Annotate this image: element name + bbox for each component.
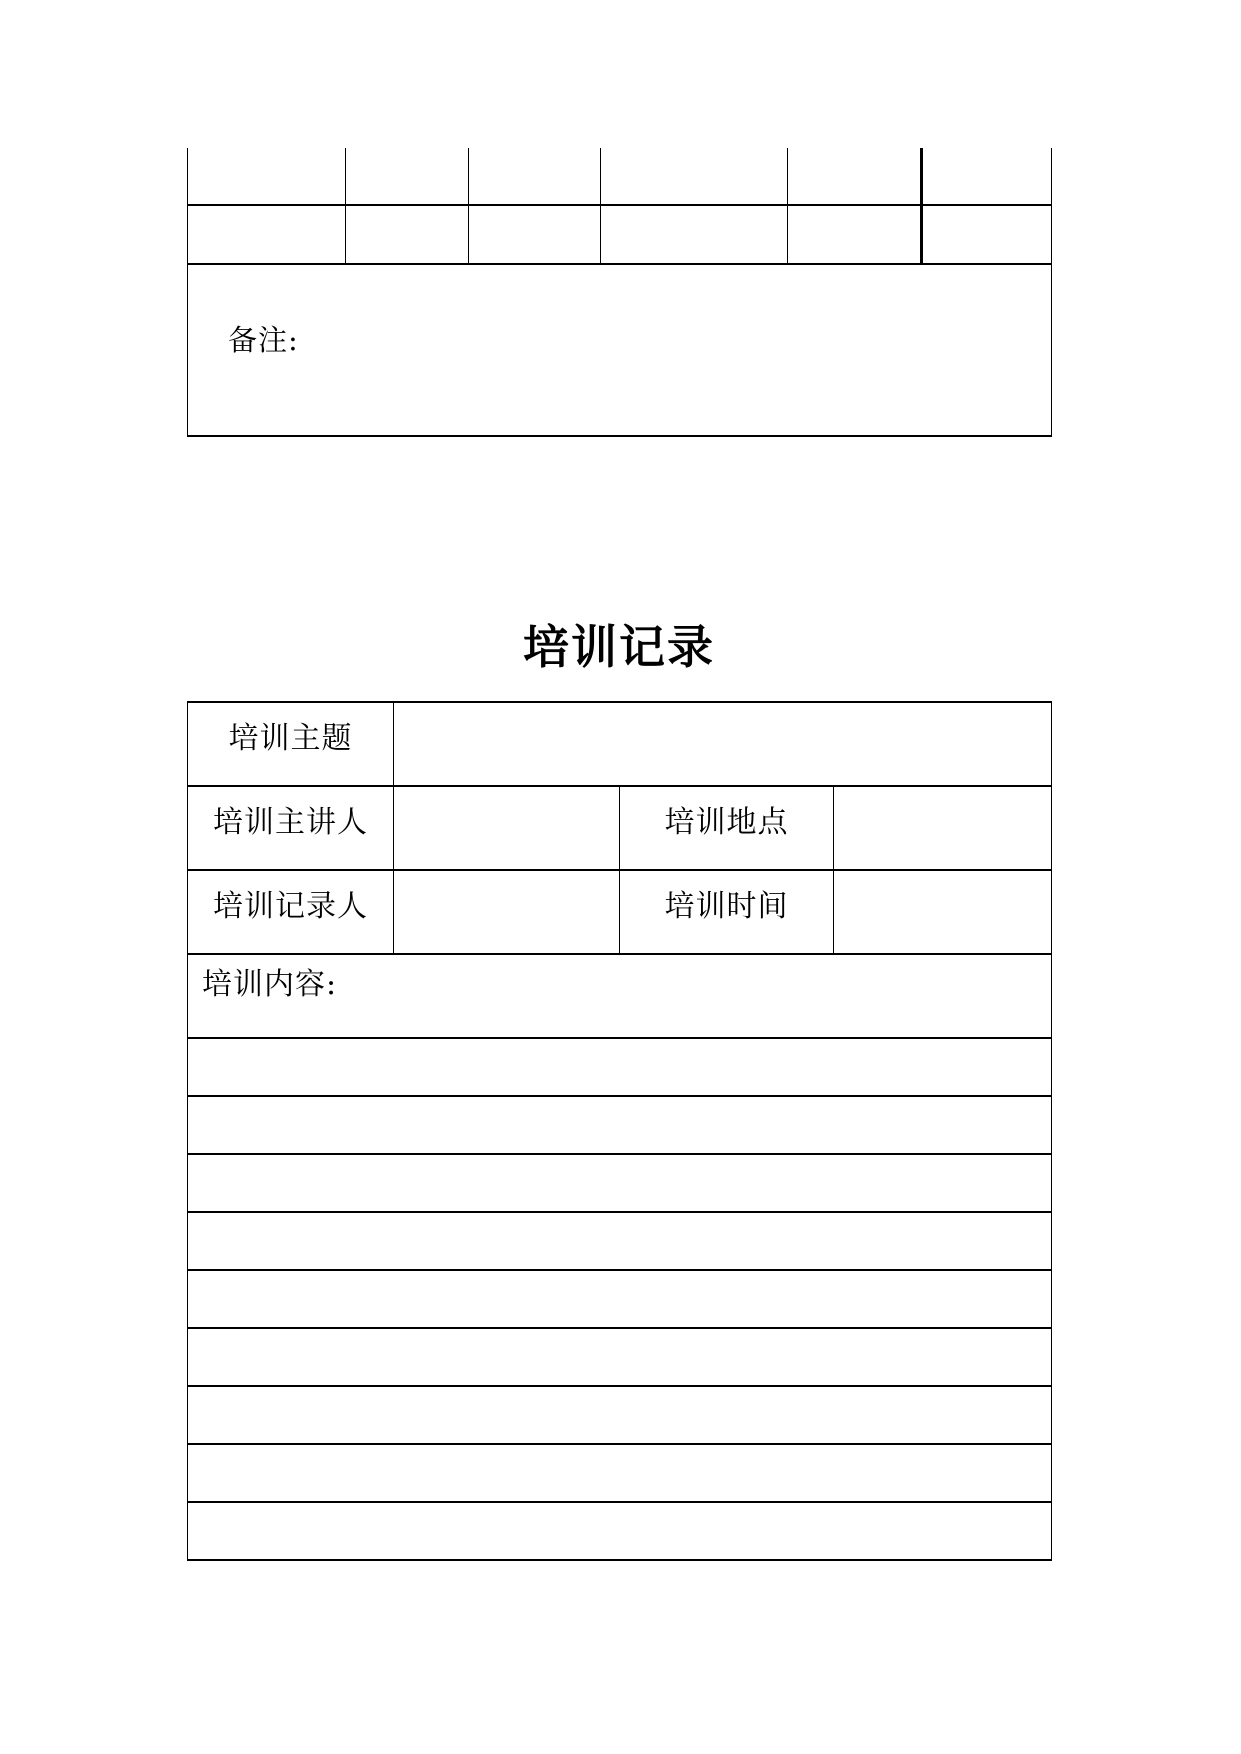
content-line-cell[interactable] [188, 1386, 1052, 1444]
empty-cell[interactable] [188, 148, 346, 205]
topic-label-cell: 培训主题 [188, 702, 394, 786]
content-blank-row [188, 1444, 1052, 1502]
continued-table-empty-row [188, 205, 1052, 264]
time-label-cell: 培训时间 [620, 870, 834, 954]
content-line-cell[interactable] [188, 1212, 1052, 1270]
content-line-cell[interactable] [188, 1038, 1052, 1096]
presenter-value-cell[interactable] [394, 786, 620, 870]
content-blank-row [188, 1502, 1052, 1560]
content-line-cell[interactable] [188, 1328, 1052, 1386]
continued-table [187, 148, 1052, 437]
empty-cell[interactable] [188, 205, 346, 264]
content-label-cell[interactable] [188, 954, 1052, 1038]
content-line-cell[interactable] [188, 1502, 1052, 1560]
location-label-cell: 培训地点 [620, 786, 834, 870]
empty-cell[interactable] [788, 205, 922, 264]
recorder-value-cell[interactable] [394, 870, 620, 954]
content-header-row [188, 954, 1052, 1038]
content-line-cell[interactable] [188, 1444, 1052, 1502]
content-label: 培训内容: [202, 967, 338, 1002]
empty-cell[interactable] [469, 148, 601, 205]
continued-table-partial-row [188, 148, 1052, 205]
topic-row [188, 702, 1052, 786]
content-line-cell[interactable] [188, 1270, 1052, 1328]
recorder-time-row [188, 870, 1052, 954]
time-value-cell[interactable] [834, 870, 1052, 954]
empty-cell[interactable] [469, 205, 601, 264]
empty-cell[interactable] [788, 148, 922, 205]
empty-cell[interactable] [922, 205, 1052, 264]
remarks-cell[interactable] [188, 264, 1052, 436]
content-blank-row [188, 1386, 1052, 1444]
presenter-location-row [188, 786, 1052, 870]
location-value-cell[interactable] [834, 786, 1052, 870]
empty-cell[interactable] [346, 205, 469, 264]
recorder-label-cell: 培训记录人 [188, 870, 394, 954]
content-blank-row [188, 1154, 1052, 1212]
empty-cell[interactable] [601, 205, 788, 264]
remarks-label: 备注: [228, 323, 299, 357]
page-title: 培训记录 [523, 620, 715, 674]
content-blank-row [188, 1328, 1052, 1386]
topic-value-cell[interactable] [394, 702, 1052, 786]
content-line-cell[interactable] [188, 1154, 1052, 1212]
remarks-row [188, 264, 1052, 436]
content-blank-row [188, 1270, 1052, 1328]
content-blank-row [188, 1038, 1052, 1096]
training-record-table [187, 701, 1052, 1561]
presenter-label-cell: 培训主讲人 [188, 786, 394, 870]
empty-cell[interactable] [346, 148, 469, 205]
empty-cell[interactable] [922, 148, 1052, 205]
empty-cell[interactable] [601, 148, 788, 205]
content-line-cell[interactable] [188, 1096, 1052, 1154]
content-blank-row [188, 1212, 1052, 1270]
content-blank-row [188, 1096, 1052, 1154]
